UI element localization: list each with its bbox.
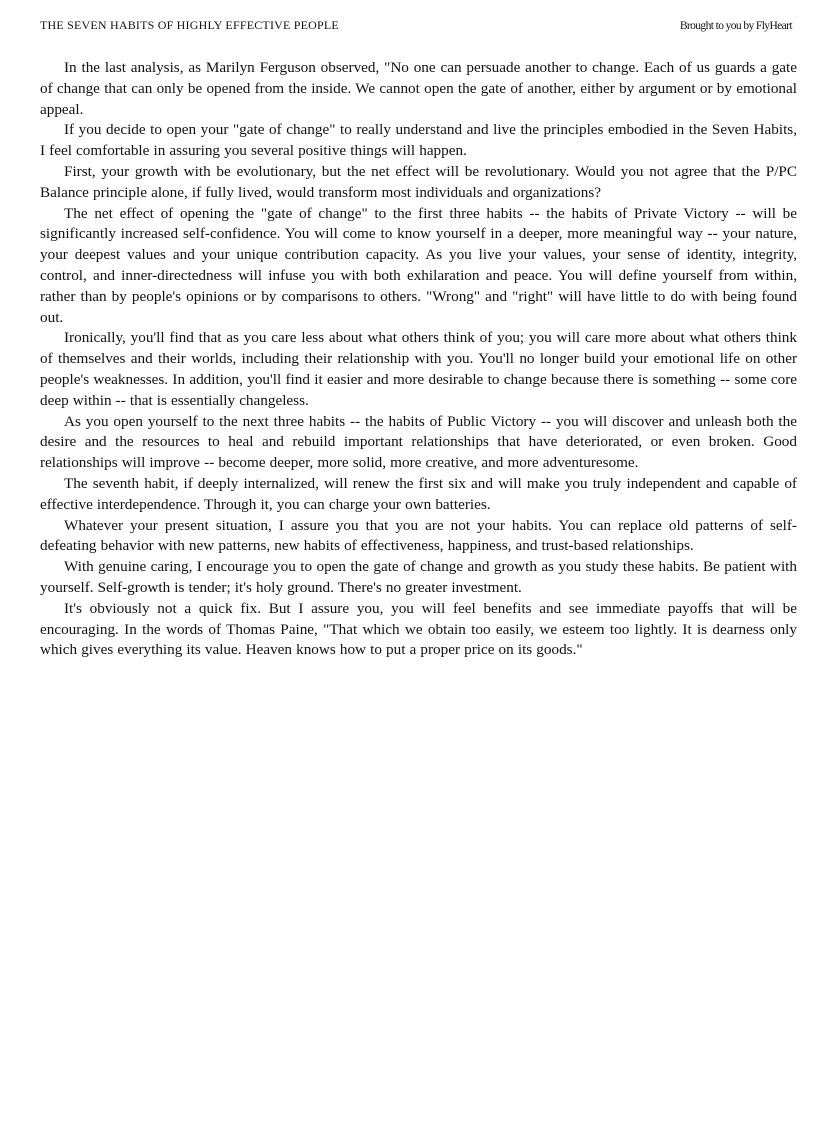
paragraph: If you decide to open your "gate of change" to really understand and live the principles embodied in the Seven Habits, I feel comfortable in assuring you several positive things will happen.: [40, 121, 797, 160]
paragraph: Ironically, you'll find that as you care less about what others think of you; you will care more about what others think of themselves and their worlds, including their relationship with you. You'll no longer build your emotional life on other people's weaknesses. In addition, you'll find it easier and more desirable to change because there is something -- some core deep within -- that is essentially changeless.: [40, 329, 797, 409]
paragraph: With genuine caring, I encourage you to open the gate of change and growth as you study these habits. Be patient with yourself. Self-growth is tender; it's holy ground. There's no greater investment.: [40, 558, 797, 596]
paragraph: The seventh habit, if deeply internalized, will renew the first six and will make you truly independent and capable of effective interdependence. Through it, you can charge your own batteries.: [40, 474, 797, 513]
paragraph: In the last analysis, as Marilyn Ferguson observed, "No one can persuade another to change. Each of us guards a gate of change that can only be opened from the inside. We cannot open the gate of another, either by argument or by emotional appeal.: [40, 59, 797, 118]
paragraph: First, your growth with be evolutionary, but the net effect will be revolutionary. Would you not agree that the P/PC Balance principle alone, if fully lived, would transform most individuals and organizations?: [40, 162, 797, 201]
paragraph: Whatever your present situation, I assure you that you are not your habits. You can replace old patterns of self-defeating behavior with new patterns, new habits of effectiveness, happiness, and trust-based relationships.: [40, 516, 797, 555]
paragraph: The net effect of opening the "gate of change" to the first three habits -- the habits of Private Victory -- will be significantly increased self-confidence. You will come to know yourself in a deeper, more meaningful way -- your nature, your deepest values and your unique contribution capacity. As you live your values, your sense of identity, integrity, control, and inner-directedness will infuse you with both exhilaration and peace. You will define yourself from within, rather than by people's opinions or by comparisons to others. "Wrong" and "right" will have little to do with being found out.: [40, 204, 797, 326]
page-header: [40, 18, 792, 34]
credit-line: Brought to you by FlyHeart: [679, 20, 792, 32]
book-title: THE SEVEN HABITS OF HIGHLY EFFECTIVE PEOPLE: [40, 18, 339, 32]
paragraph: As you open yourself to the next three habits -- the habits of Public Victory -- you will discover and unleash both the desire and the resources to heal and rebuild important relationships that have deteriorated, or even broken. Good relationships will improve -- become deeper, more solid, more creative, and more adventuresome.: [40, 412, 797, 472]
paragraph: It's obviously not a quick fix. But I assure you, you will feel benefits and see immediate payoffs that will be encouraging. In the words of Thomas Paine, "That which we obtain too easily, we esteem too lightly. It is dearness only which gives everything its value. Heaven knows how to put a proper price on its goods.": [40, 599, 797, 659]
body-text: [40, 58, 797, 661]
